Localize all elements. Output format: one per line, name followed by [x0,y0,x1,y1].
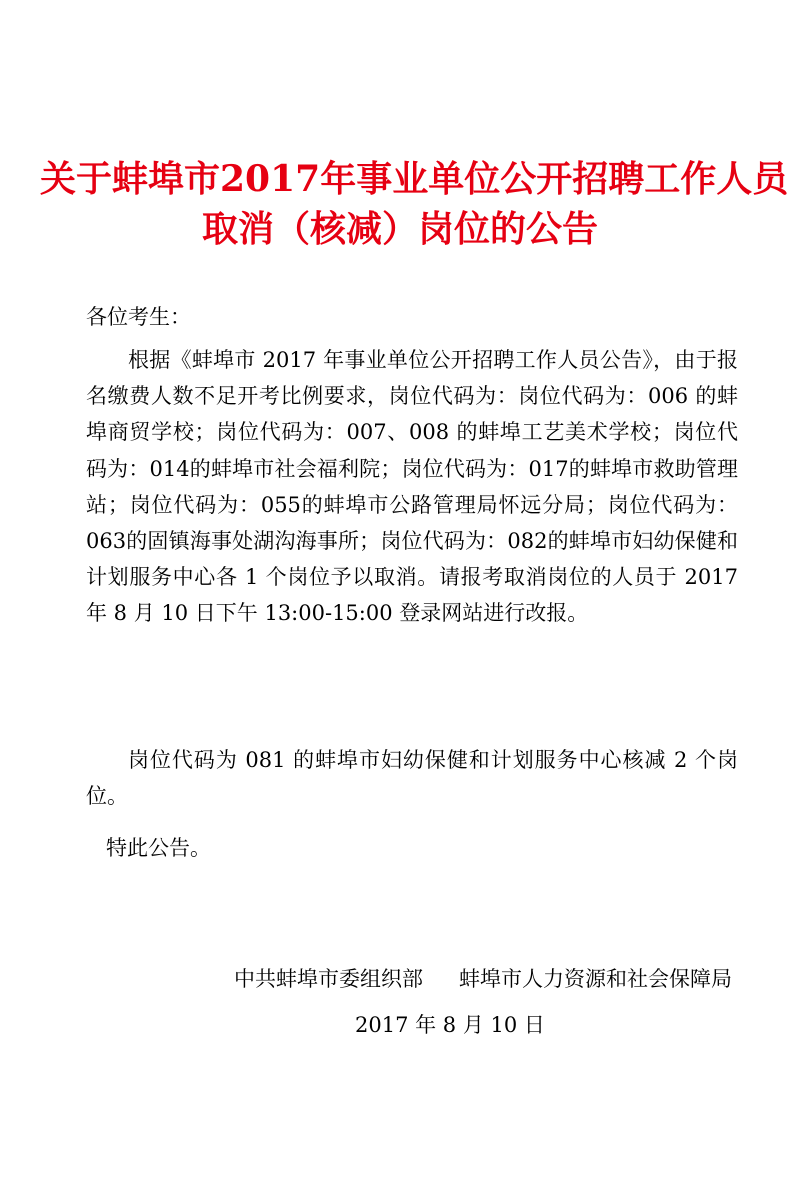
closing-text: 特此公告。 [106,836,211,860]
signature-org-1: 中共蚌埠市委组织部 [234,967,423,991]
signature-organizations [234,964,732,994]
body-paragraph-2: 岗位代码为 081 的蚌埠市妇幼保健和计划服务中心核减 2 个岗位。 [86,748,738,808]
body-paragraph-1: 根据《蚌埠市 2017 年事业单位公开招聘工作人员公告》，由于报名缴费人数不足开考比例要求，岗位代码为：岗位代码为：006 的蚌埠商贸学校；岗位代码为：007、008 的蚌埠工艺美术学校；岗位代码为：014的蚌埠市社会福利院；岗位代码为：017的蚌埠市救助管理站；岗位代码为：055的蚌埠市公路管理局怀远分局；岗位代码为：063的固镇海事处湖沟海事所；岗位代码为：082的蚌埠市妇幼保健和计划服务中心各 1 个岗位予以取消。请报考取消岗位的人员于 2017 年 8 月 10 日下午 13:00-15:00 登录网站进行改报。 [86,348,738,626]
greeting: 各位考生： [86,305,191,329]
signature-date: 2017 年 8 月 10 日 [355,1013,545,1037]
notice-title-line-1: 关于蚌埠市2017年事业单位公开招聘工作人员 [40,158,789,200]
signature-org-2: 蚌埠市人力资源和社会保障局 [459,967,732,991]
notice-title-line-2: 取消（核减）岗位的公告 [201,208,598,250]
